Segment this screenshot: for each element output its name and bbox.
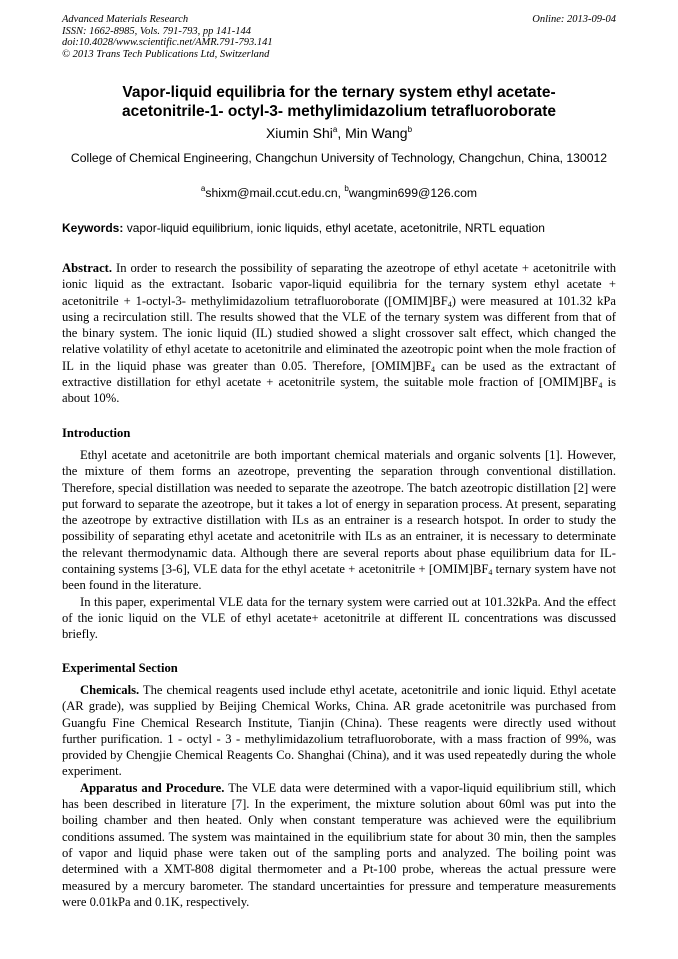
abstract-sub-2: 4 bbox=[430, 364, 435, 374]
experimental-section bbox=[62, 682, 616, 910]
intro-p1-text-1: Ethyl acetate and acetonitrile are both important chemical materials and organic solvents [1]. However, the mixture of them forms an azeotrope, preventing the separation through conventional distillation. Therefore, special distillation was needed to separate the azeotrope. The batch azeotropic distillation [2] were put forward to separate the azeotrope, but it takes a lot of energy in separation process. At present, separating the azeotrope by extractive distillation with ILs as an entrainer is a research hotspot. In order to study the possibility of separating ethyl acetate and acetonitrile with ILs as an entrainer, it is necessary to determinate the relevant thermodynamic data. Although there are several reports about phase equilibrium data for IL-containing systems [3-6], VLE data for the ethyl acetate + acetonitrile + [OMIM]BF bbox=[62, 448, 616, 577]
issn-line: ISSN: 1662-8985, Vols. 791-793, pp 141-144 bbox=[62, 25, 251, 37]
abstract-text-1: In order to research the possibility of separating the azeotrope of ethyl acetate + acetonitrile with ionic liquid as the extractant. Isobaric vapor-liquid equilibria for the ternary system ethyl acetate + acetonitrile + 1-octyl-3- methylimidazolium tetrafluoroborate ([OMIM]BF bbox=[62, 261, 616, 308]
author-2: Min Wang bbox=[345, 125, 408, 141]
abstract-text-3: can be used as the extractant of extractive distillation for ethyl acetate + acetonitrile system, the suitable mole fraction of [OMIM]BF bbox=[62, 358, 616, 390]
email-b-sup: b bbox=[344, 184, 349, 193]
abstract-paragraph bbox=[62, 260, 616, 407]
introduction-section bbox=[62, 447, 616, 643]
author-separator: , bbox=[337, 125, 346, 141]
author-1: Xiumin Shi bbox=[265, 125, 333, 141]
chemicals-text: The chemical reagents used include ethyl acetate, acetonitrile and ionic liquid. Ethyl acetate (AR grade), was supplied by Beijing Chemical Works, China. AR grade acetonitrile was purchased from Guangfu Fine Chemical Research Institute, Tianjin (China). These reagents were directly used without further purification. 1 - octyl - 3 - methylimidazolium tetrafluoroborate, with a mass fraction of 99%, was provided by Chengjie Chemical Reagents Co. Shanghai (China), and it was used repeatedly during the whole experiment. bbox=[62, 683, 616, 779]
abstract-text-4: is about 10%. bbox=[62, 375, 616, 406]
apparatus-paragraph bbox=[62, 780, 616, 910]
copyright-line: © 2013 Trans Tech Publications Ltd, Switzerland bbox=[62, 48, 270, 60]
intro-paragraph-2: In this paper, experimental VLE data for the ternary system were carried out at 101.32kPa. And the effect of the ionic liquid on the VLE of ethyl acetate+ acetonitrile at different IL concentrations was discussed briefly. bbox=[62, 594, 616, 642]
journal-name: Advanced Materials Research bbox=[62, 14, 189, 25]
email-b[interactable]: wangmin699@126.com bbox=[348, 186, 478, 200]
keywords bbox=[62, 221, 616, 236]
author-2-sup: b bbox=[407, 125, 413, 134]
title-line-2: acetonitrile-1- octyl-3- methylimidazolium tetrafluoroborate bbox=[121, 103, 557, 120]
doi-line: doi:10.4028/www.scientific.net/AMR.791-793.141 bbox=[62, 37, 273, 48]
journal-header bbox=[62, 14, 616, 60]
apparatus-text: The VLE data were determined with a vapor-liquid equilibrium still, which has been described in literature [7]. In the experiment, the mixture solution about 60ml was put into the boiling chamber and then heated. Only when constant temperature was achieved were the equilibrium conditions assumed. The system was maintained in the equilibrium state for about 30 min, then the samples of vapor and liquid phase were taken out of the sampling ports and analyzed. The boiling point was determined with a XMT-808 digital thermometer and a Pt-100 probe, whereas the actual pressure were measured by a mercury barometer. The standard uncertainties for pressure and temperature measurements were 0.01kPa and 0.1K, respectively. bbox=[62, 780, 616, 909]
author-list bbox=[62, 124, 616, 142]
abstract bbox=[62, 260, 616, 407]
chemicals-label: Chemicals. bbox=[80, 683, 140, 697]
keywords-label: Keywords: bbox=[62, 221, 124, 235]
email-a[interactable]: shixm@mail.ccut.edu.cn bbox=[205, 186, 338, 200]
abstract-sub-3: 4 bbox=[598, 381, 603, 391]
author-emails bbox=[62, 186, 616, 201]
intro-p1-sub: 4 bbox=[488, 568, 493, 578]
online-date: Online: 2013-09-04 bbox=[532, 14, 616, 25]
abstract-sub-1: 4 bbox=[447, 299, 452, 309]
abstract-text-2: ) were measured at 101.32 kPa using a recirculation still. The results showed that the VLE of the ternary system was different from that of the binary system. The ionic liquid (IL) studied showed a slight crossover salt effect, which changed the relative volatility of ethyl acetate to acetonitrile and eliminated the azeotropic point when the mole fraction of IL in the liquid phase was greater than 0.05. Therefore, [OMIM]BF bbox=[62, 293, 616, 373]
intro-paragraph-1 bbox=[62, 447, 616, 594]
title-line-1: Vapor-liquid equilibria for the ternary system ethyl acetate- bbox=[122, 84, 556, 101]
keywords-text: vapor-liquid equilibrium, ionic liquids, ethyl acetate, acetonitrile, NRTL equation bbox=[123, 221, 545, 235]
paper-title bbox=[62, 83, 616, 121]
email-a-sup: a bbox=[200, 184, 206, 193]
introduction-heading: Introduction bbox=[62, 426, 131, 440]
apparatus-label: Apparatus and Procedure. bbox=[80, 780, 225, 795]
intro-p1-text-2: ternary system have not been found in the literature. bbox=[62, 562, 616, 593]
author-1-sup: a bbox=[332, 125, 338, 134]
abstract-label: Abstract. bbox=[62, 261, 113, 275]
email-separator: , bbox=[337, 186, 345, 200]
chemicals-paragraph bbox=[62, 682, 616, 780]
experimental-heading: Experimental Section bbox=[62, 661, 178, 675]
affiliation: College of Chemical Engineering, Changchun University of Technology, Changchun, China, 130012 bbox=[70, 151, 608, 165]
